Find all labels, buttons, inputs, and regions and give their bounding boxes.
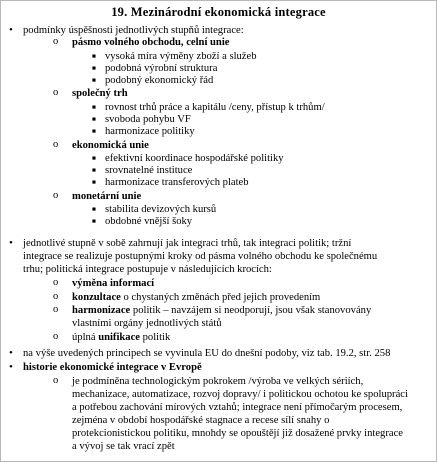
history-line: zejména v období hospodářské stagnace a recese sílí snahy o [72,415,330,426]
sub-bullet-marker: o [53,331,59,342]
history-line: mechanizace, automatizace, rozvoj dopravy/ i politickou ochotou ke spolupráci [72,389,408,400]
condition-item: rovnost trhů práce a kapitálu /ceny, přístup k trhům/ [105,102,325,113]
condition-item: harmonizace politiky [105,126,195,137]
step-unification-term: unifikace [98,332,140,343]
square-bullet-marker: ■ [92,179,96,186]
history-line: je podmíněna technologickým pokrokem /výroba ve velkých sériích, [72,376,364,387]
bullet-conditions: podmínky úspěšnosti jednotlivých stupňů integrace: [23,25,244,36]
page-title: 19. Mezinárodní ekonomická integrace [111,5,326,19]
square-bullet-marker: ■ [92,155,96,162]
sub-bullet-marker: o [53,87,59,98]
paragraph-line: integrace se realizuje postupnými kroky od pásma volného obchodu ke společnému [23,251,378,262]
stage-common-market: společný trh [72,88,128,99]
history-line: a vývoj se tak vrací zpět [72,441,175,452]
stage-economic-union: ekonomická unie [72,140,149,151]
square-bullet-marker: ■ [92,104,96,111]
history-line: a potřebou zachování mírových vztahů; integrace není přímočarým procesem, [72,402,403,413]
square-bullet-marker: ■ [92,167,96,174]
sub-bullet-marker: o [53,36,59,47]
bullet-history-heading: historie ekonomické integrace v Evropě [23,362,202,373]
square-bullet-marker: ■ [92,65,96,72]
sub-bullet-marker: o [53,291,59,302]
condition-item: obdobné vnější šoky [105,216,193,227]
step-consultation [72,292,320,304]
step-information-exchange: výměna informací [72,278,155,289]
condition-item: podobný ekonomický řád [105,75,214,86]
step-harmonization-cont: vlastními orgány jednotlivých států [72,318,222,329]
condition-item: harmonizace transferových plateb [105,177,249,188]
bullet-marker: • [9,237,13,249]
paragraph-line: jednotlivé stupně v sobě zahrnují jak integraci trhů, tak integraci politik; tržní [23,238,352,249]
step-harmonization-term: harmonizace [72,305,131,316]
sub-bullet-marker: o [53,139,59,150]
sub-bullet-marker: o [53,277,59,288]
condition-item: stabilita devizových kursů [105,204,217,215]
bullet-marker: • [9,24,13,36]
history-line: protekcionistickou politiku, mnohdy se opouštějí již dosažené prvky integrace [72,428,403,439]
step-harmonization [72,305,371,317]
bullet-marker: • [9,347,13,359]
square-bullet-marker: ■ [92,116,96,123]
condition-item: podobná výrobní struktura [105,63,218,74]
condition-item: vysoká míra výměny zboží a služeb [105,51,257,62]
paragraph-line: trhu; politická integrace postupuje v následujících krocích: [23,264,272,275]
stage-free-trade-customs-union: pásmo volného obchodu, celní unie [72,37,230,48]
step-unification-pre: úplná [72,332,99,343]
step-unification [72,332,170,344]
step-consultation-term: konzultace [72,292,121,303]
step-harmonization-text: politik – navzájem si neodporují, jsou však stanovovány [130,305,372,316]
square-bullet-marker: ■ [92,53,96,60]
sub-bullet-marker: o [53,375,59,386]
sub-bullet-marker: o [53,190,59,201]
stage-monetary-union: monetární unie [72,191,142,202]
square-bullet-marker: ■ [92,128,96,135]
sub-bullet-marker: o [53,304,59,315]
condition-item: srovnatelné instituce [105,165,193,176]
square-bullet-marker: ■ [92,206,96,213]
step-consultation-text: o chystaných změnách před jejich provedením [120,292,321,303]
square-bullet-marker: ■ [92,218,96,225]
square-bullet-marker: ■ [92,77,96,84]
bullet-eu-development: na výše uvedených principech se vyvinula EU do dnešní podoby, viz tab. 19.2, str. 258 [23,348,391,359]
bullet-marker: • [9,361,13,373]
condition-item: svoboda pohybu VF [105,114,191,125]
step-unification-post: politik [139,332,171,343]
condition-item: efektivní koordinace hospodářské politiky [105,153,284,164]
